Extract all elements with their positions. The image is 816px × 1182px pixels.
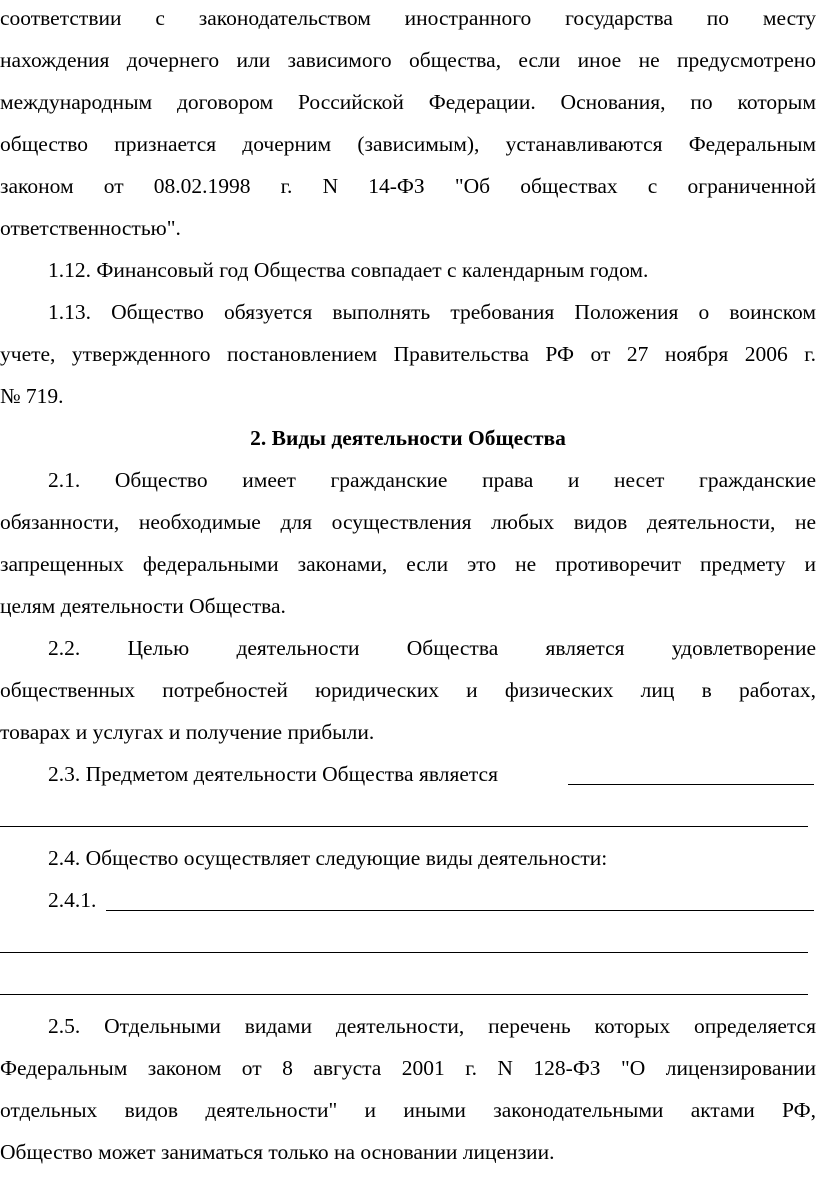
paragraph-line: целям деятельности Общества. bbox=[0, 594, 286, 618]
paragraph-line: 2.4. Общество осуществляет следующие виды деятельности: bbox=[48, 846, 608, 870]
paragraph-line: 2.5. Отдельными видами деятельности, перечень которых определяется bbox=[48, 1014, 816, 1038]
paragraph-line: запрещенных федеральными законами, если это не противоречит предмету и bbox=[0, 552, 816, 576]
paragraph-line: Общество может заниматься только на основании лицензии. bbox=[0, 1140, 555, 1164]
paragraph-line: нахождения дочернего или зависимого общества, если иное не предусмотрено bbox=[0, 48, 816, 72]
paragraph-line: международным договором Российской Федерации. Основания, по которым bbox=[0, 90, 816, 114]
blank-fill-line bbox=[0, 826, 808, 827]
paragraph-line: обязанности, необходимые для осуществления любых видов деятельности, не bbox=[0, 510, 816, 534]
blank-fill-line bbox=[106, 910, 814, 911]
paragraph-line: 2.3. Предметом деятельности Общества является bbox=[48, 762, 498, 786]
paragraph-line: № 719. bbox=[0, 384, 64, 408]
paragraph-line: ответственностью". bbox=[0, 216, 181, 240]
paragraph-line: отдельных видов деятельности" и иными законодательными актами РФ, bbox=[0, 1098, 816, 1122]
paragraph-line: 2.2. Целью деятельности Общества является удовлетворение bbox=[48, 636, 816, 660]
paragraph-line: 1.13. Общество обязуется выполнять требования Положения о воинском bbox=[48, 300, 816, 324]
section-heading: 2. Виды деятельности Общества bbox=[250, 426, 566, 450]
paragraph-line: 2.1. Общество имеет гражданские права и несет гражданские bbox=[48, 468, 816, 492]
blank-fill-line bbox=[0, 994, 808, 995]
paragraph-line: законом от 08.02.1998 г. N 14-ФЗ "Об обществах с ограниченной bbox=[0, 174, 816, 198]
paragraph-line: 1.12. Финансовый год Общества совпадает с календарным годом. bbox=[48, 258, 649, 282]
paragraph-line: товарах и услугах и получение прибыли. bbox=[0, 720, 375, 744]
paragraph-line: Федеральным законом от 8 августа 2001 г. N 128-ФЗ "О лицензировании bbox=[0, 1056, 816, 1080]
paragraph-line: соответствии с законодательством иностранного государства по месту bbox=[0, 6, 816, 30]
blank-fill-line bbox=[568, 784, 814, 785]
paragraph-line: общество признается дочерним (зависимым), устанавливаются Федеральным bbox=[0, 132, 816, 156]
paragraph-line: 2.4.1. bbox=[48, 888, 97, 912]
paragraph-line: учете, утвержденного постановлением Правительства РФ от 27 ноября 2006 г. bbox=[0, 342, 816, 366]
blank-fill-line bbox=[0, 952, 808, 953]
paragraph-line: общественных потребностей юридических и физических лиц в работах, bbox=[0, 678, 816, 702]
